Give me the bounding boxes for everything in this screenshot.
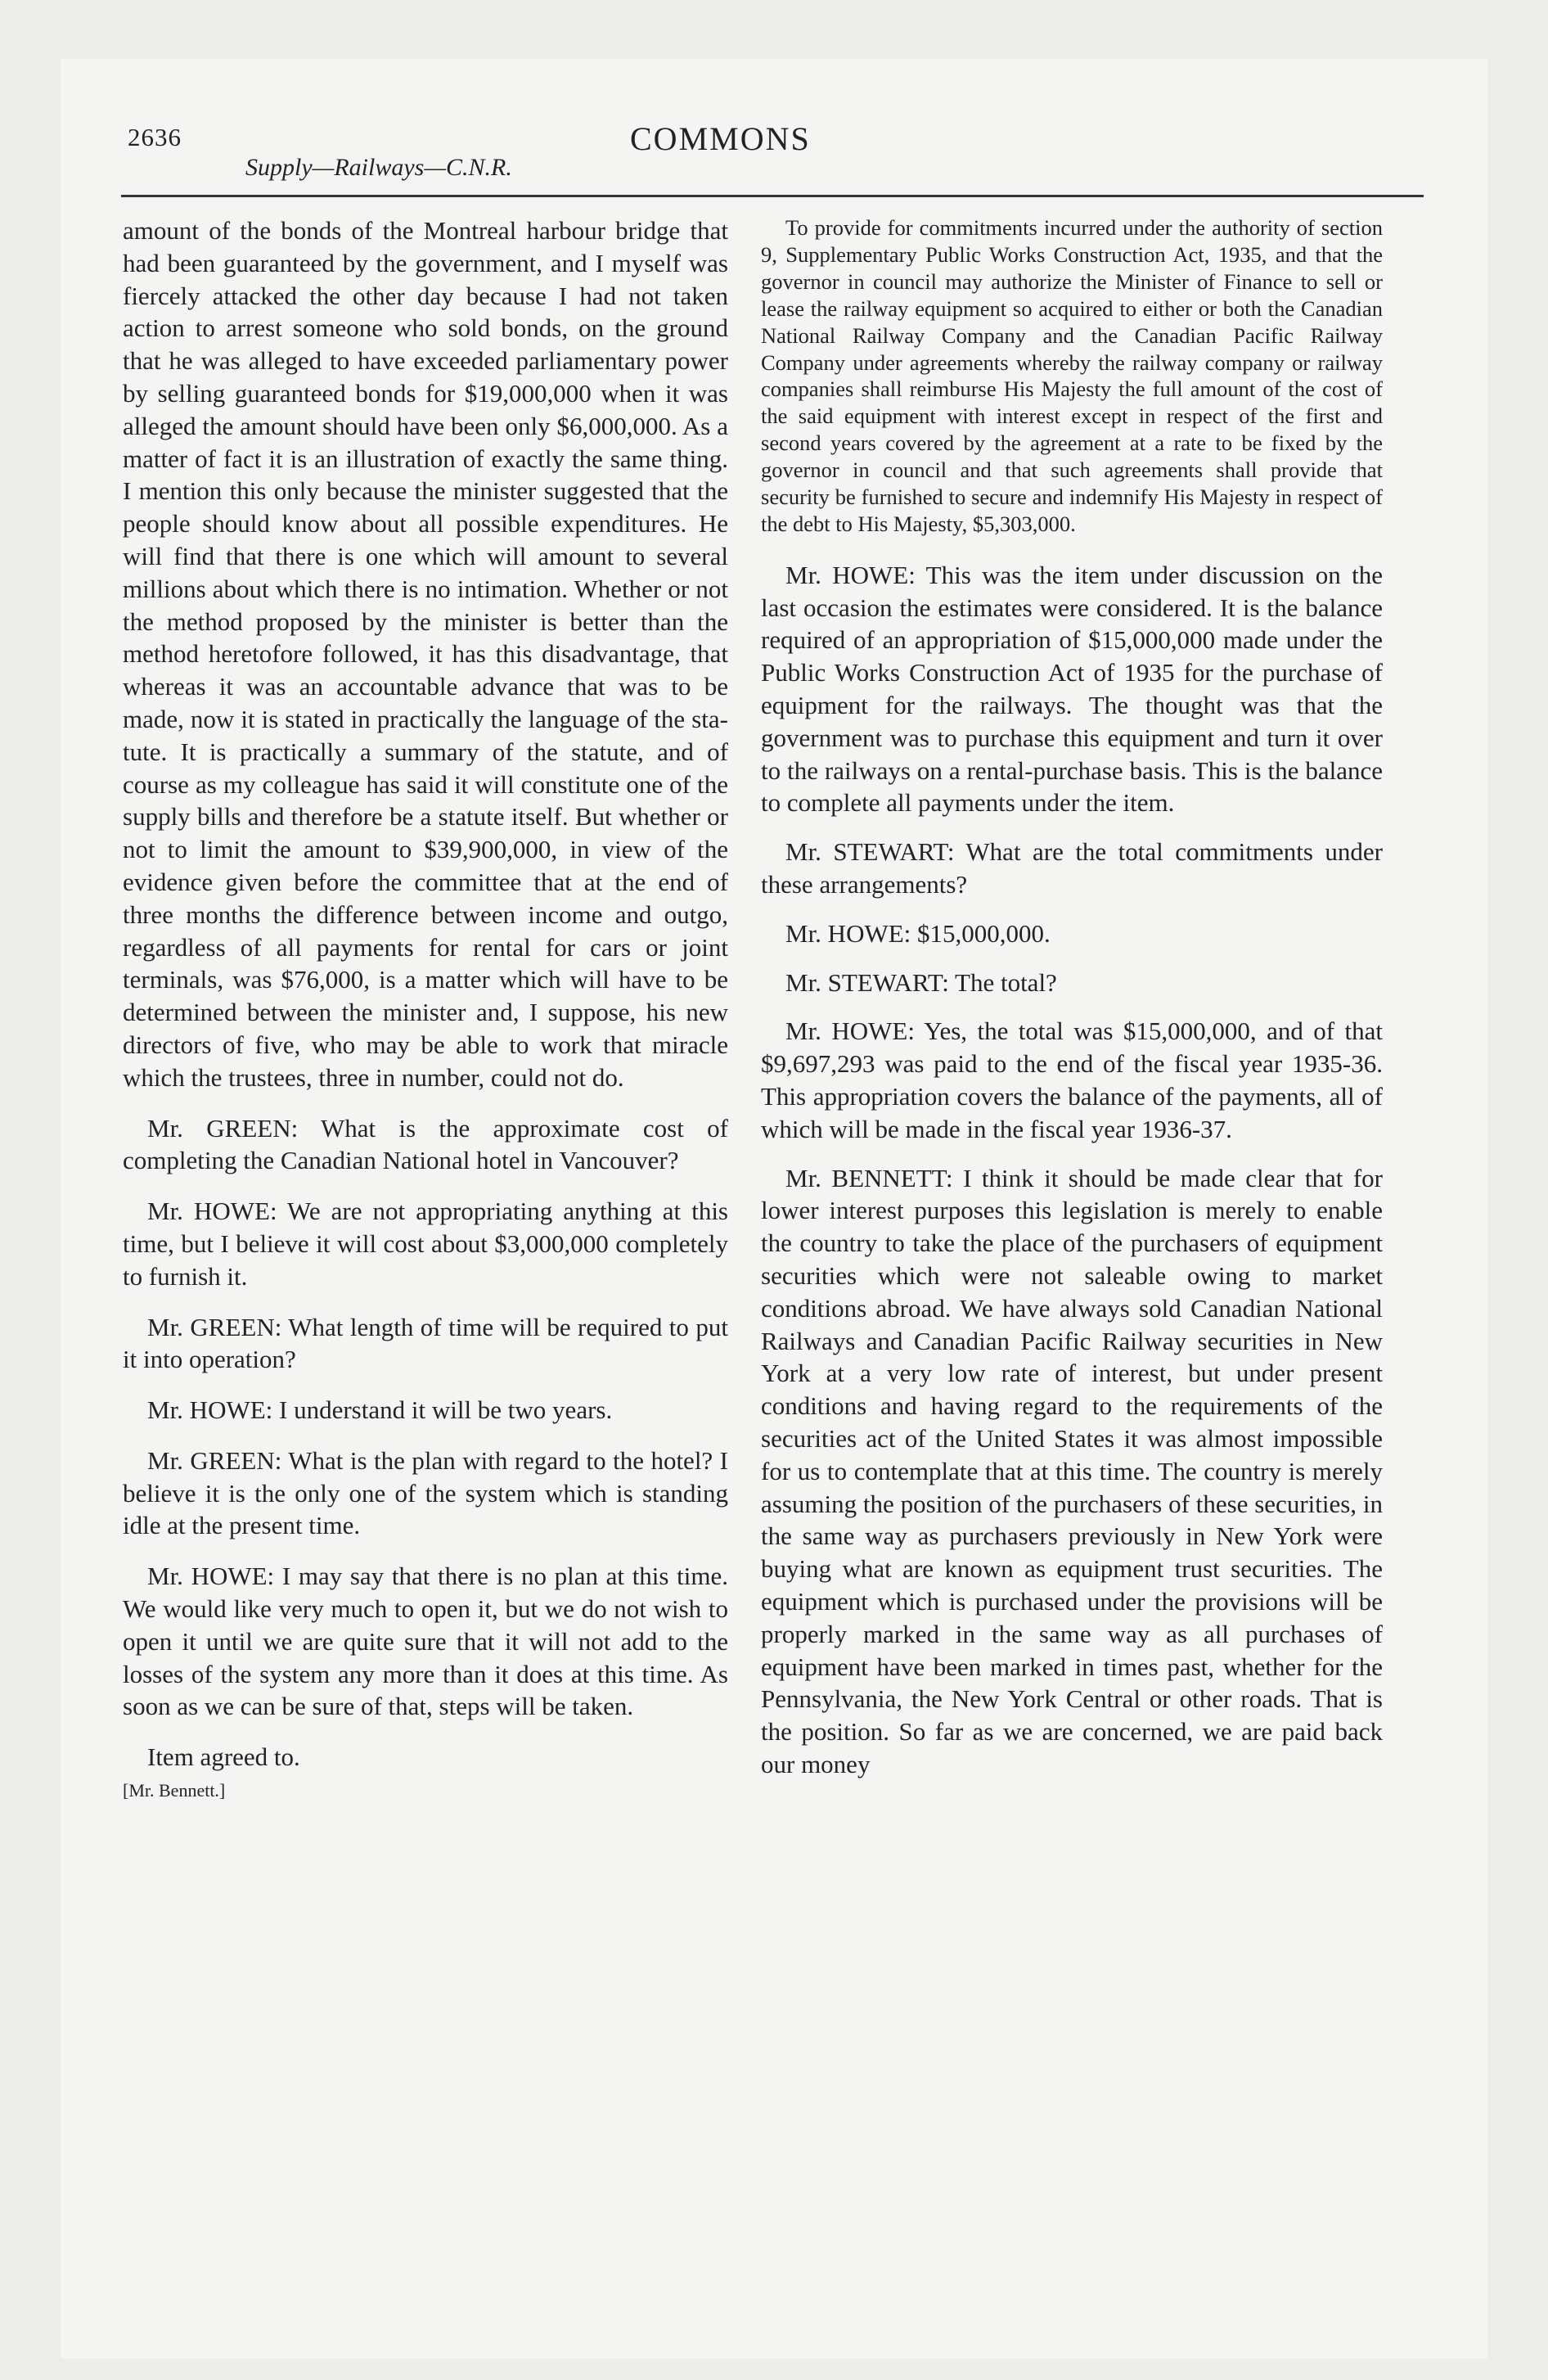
- right-column: [761, 214, 1383, 1797]
- running-head: Supply—Railways—C.N.R.: [245, 154, 512, 181]
- paragraph: Mr. HOWE: $15,000,000.: [785, 918, 1051, 948]
- paragraph: Mr. GREEN: What is the approximate cost of completing the Canadian National hotel in Vancouver?: [123, 1113, 728, 1175]
- header-rule: [121, 195, 1424, 197]
- paragraph: Mr. GREEN: What length of time will be required to put it into operation?: [123, 1312, 728, 1374]
- paragraph: Mr. STEWART: What are the total commitments under these arrangements?: [761, 837, 1383, 899]
- paragraph: Mr. GREEN: What is the plan with regard to the hotel? I believe it is the only one of the system which is standing idle at the present time.: [123, 1445, 728, 1540]
- paragraph: Mr. HOWE: This was the item under discussion on the last occasion the estimates were considered. It is the balance required of an appropriation of $15,000,000 made under the Public Works Construction Act of 1935 for the purchase of equipment for the railways. The thought was that the government was to purchase this equipment and turn it over to the railways on a rental-purchase basis. This is the balance to complete all payments under the item.: [761, 560, 1383, 818]
- paragraph: Mr. HOWE: I understand it will be two years.: [147, 1395, 613, 1425]
- vote-text: To provide for commitments incurred under the authority of section 9, Supplementary Public Works Construction Act, 1935, and that the governor in council may authorize the Minister of Finance to sell or lease the railway equipment so acquired to either or both the Canadian National Railway Company and the Canadian Pacific Railway Company under agreements whereby the railway company or railway companies shall reimburse His Majesty the full amount of the cost of the said equipment with interest except in respect of the first and second years covered by the agreement at a rate to be fixed by the governor in council and that such agreements shall provide that security be furnished to secure and indemnify His Majesty in respect of the debt to His Majesty, $5,303,000.: [761, 215, 1383, 536]
- paragraph: Mr. HOWE: We are not appropriating anything at this time, but I believe it will cost about $3,000,000 completely to furnish it.: [123, 1197, 728, 1291]
- paragraph: Mr. HOWE: Yes, the total was $15,000,000, and of that $9,697,293 was paid to the end of the fiscal year 1935-36. This appropriation covers the balance of the payments, all of which will be made in the fiscal year 1936-37.: [761, 1016, 1383, 1143]
- paragraph: Mr. BENNETT: I think it should be made clear that for lower interest purposes this legislation is merely to enable the country to take the place of the purchasers of equipment securities which were not saleable owing to market conditions abroad. We have always sold Canadian National Railways and Canadian Pacific Railway securities in New York at a very low rate of interest, but under present conditions and having regard to the requirements of the securities act of the United States it was almost impossible for us to contemplate that at this time. The country is merely assuming the position of the purchasers of these securities, in the same way as purchasers previously in New York were buying what are known as equipment trust securities. The equipment which is purchased under the provisions will be properly marked in the same way as all purchases of equipment have been marked in times past, whether for the Pennsylvania, the New York Central or other roads. That is the position. So far as we are concerned, we are paid back our money: [761, 1163, 1383, 1778]
- paragraph: Mr. STEWART: The total?: [785, 967, 1057, 997]
- paragraph: amount of the bonds of the Montreal harbour bridge that had been guaranteed by the government, and I myself was fiercely attacked the other day because I had not taken action to arrest someone who sold bonds, on the ground that he was alleged to have exceeded parliamentary power by selling guaranteed bonds for $19,000,000 when it was alleged the amount should have been only $6,000,000. As a matter of fact it is an illustration of exactly the same thing. I mention this only because the minister suggested that the people should know about all possible expenditures. He will find that there is one which will amount to several millions about which there is no intimation. Whether or not the method proposed by the minister is better than the method heretofore followed, it has this disadvantage, that whereas it was an accountable advance that was to be made, now it is stated in practically the language of the statute. It is practically a summary of the statute, and of course as my colleague has said it will constitute one of the supply bills and therefore be a statute itself. But whether or not to limit the amount to $39,900,000, in view of the evidence given before the committee that at the end of three months the difference between income and outgo, regardless of all payments for rental for cars or joint terminals, was $76,000, is a matter which will have to be determined between the minister and, I suppose, his new directors of five, who may be able to work that miracle which the trustees, three in number, could not do.: [123, 216, 728, 1092]
- left-column: [123, 214, 728, 1821]
- paragraph: Mr. HOWE: I may say that there is no plan at this time. We would like very much to open it, but we do not wish to open it until we are quite sure that it will not add to the losses of the system any more than it does at this time. As soon as we can be sure of that, steps will be taken.: [123, 1562, 728, 1721]
- item-agreed: Item agreed to.: [147, 1742, 300, 1772]
- journal-title: COMMONS: [630, 120, 811, 157]
- speaker-attribution: [Mr. Bennett.]: [123, 1780, 226, 1801]
- page-number: 2636: [128, 123, 182, 151]
